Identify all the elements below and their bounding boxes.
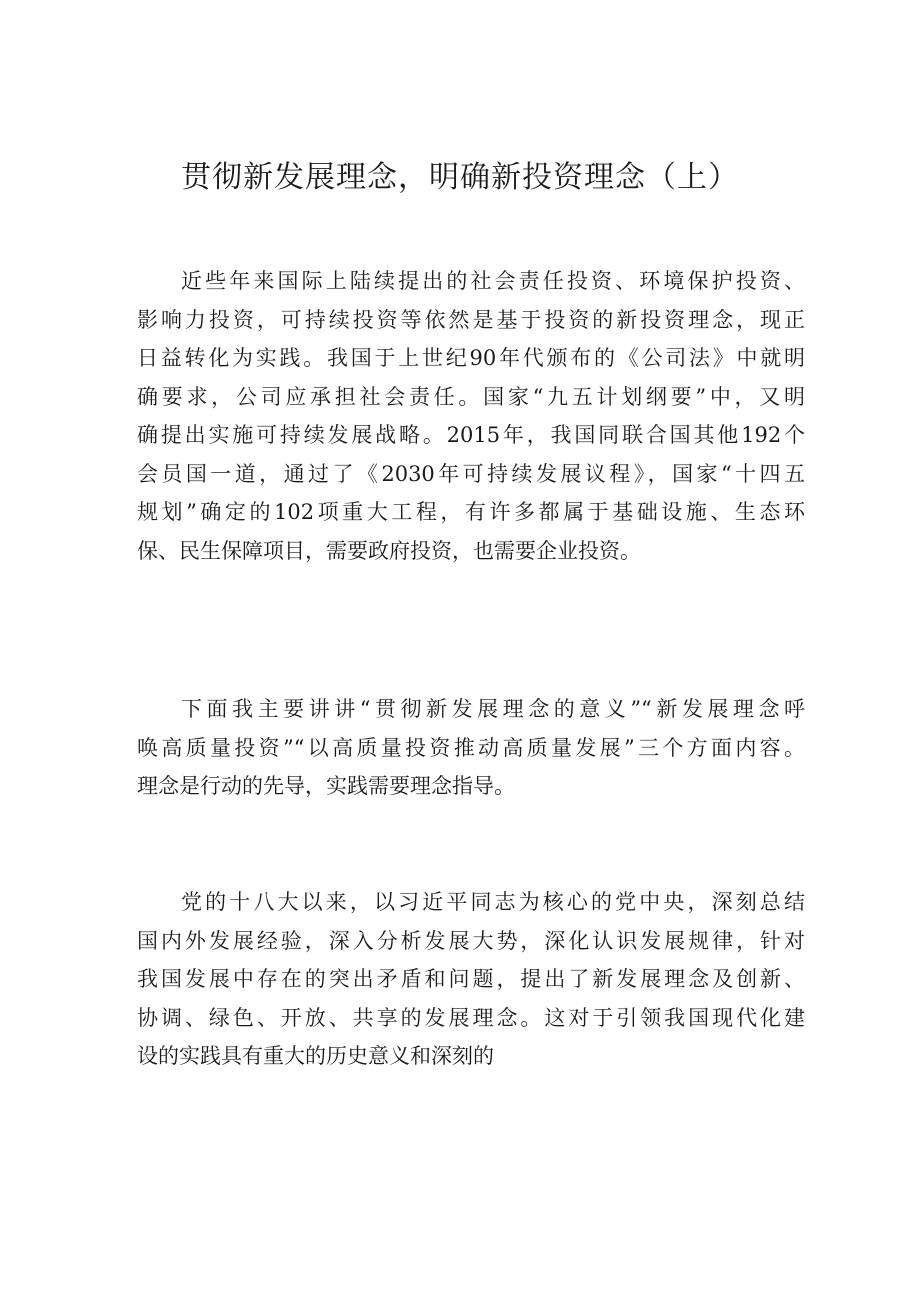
paragraph-line: 保、民生保障项目，需要政府投资，也需要企业投资。 bbox=[137, 538, 641, 563]
paragraph-line: 唤高质量投资”“以高质量投资推动高质量发展”三个方面内容。 bbox=[137, 735, 805, 760]
paragraph-line: 影响力投资，可持续投资等依然是基于投资的新投资理念，现正 bbox=[137, 307, 805, 332]
paragraph-line: 国内外发展经验，深入分析发展大势，深化认识发展规律，针对 bbox=[137, 928, 805, 953]
paragraph-line: 近些年来国际上陆续提出的社会责任投资、环境保护投资、 bbox=[181, 269, 805, 293]
paragraph-line: 理念是行动的先导，实践需要理念指导。 bbox=[137, 774, 515, 798]
paragraph-1 bbox=[137, 262, 805, 570]
paragraph-3 bbox=[137, 883, 805, 1076]
paragraph-line: 下面我主要讲讲“贯彻新发展理念的意义”“新发展理念呼 bbox=[181, 697, 805, 721]
paragraph-line: 协调、绿色、开放、共享的发展理念。这对于引领我国现代化建 bbox=[137, 1005, 805, 1030]
paragraph-line: 我国发展中存在的突出矛盾和问题，提出了新发展理念及创新、 bbox=[137, 967, 805, 991]
paragraph-line: 规划”确定的102项重大工程，有许多都属于基础设施、生态环 bbox=[137, 500, 805, 524]
paragraph-line: 确要求，公司应承担社会责任。国家“九五计划纲要”中，又明 bbox=[137, 384, 805, 409]
paragraph-line: 确提出实施可持续发展战略。2015年，我国同联合国其他192个 bbox=[137, 423, 805, 447]
paragraph-line: 日益转化为实践。我国于上世纪90年代颁布的《公司法》中就明 bbox=[137, 346, 805, 370]
paragraph-2 bbox=[137, 690, 805, 806]
paragraph-line: 党的十八大以来，以习近平同志为核心的党中央，深刻总结 bbox=[181, 890, 805, 914]
paragraph-line: 会员国一道，通过了《2030年可持续发展议程》，国家“十四五 bbox=[137, 461, 805, 486]
paragraph-line: 设的实践具有重大的历史意义和深刻的 bbox=[137, 1044, 494, 1068]
document-title: 贯彻新发展理念，明确新投资理念（上） bbox=[181, 160, 739, 195]
